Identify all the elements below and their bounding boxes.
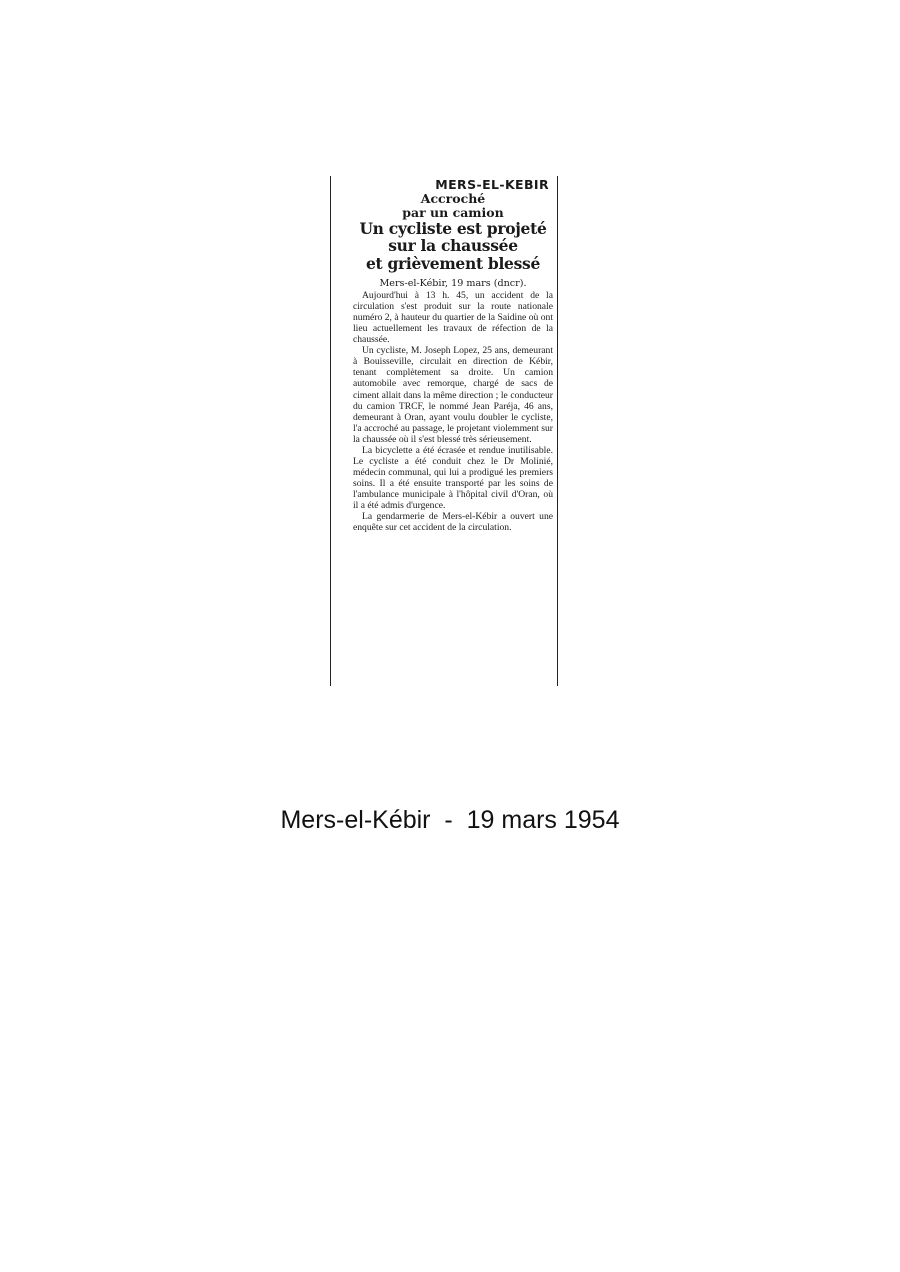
article-paragraph-1: Aujourd'hui à 13 h. 45, un accident de la circulation s'est produit sur la route nationale numéro 2, à hauteur du quartier de la Saidine où ont lieu actuellement les travaux de réfection de la chaussée.: [353, 290, 553, 346]
article-headline-line-4: sur la chaussée: [388, 236, 518, 256]
article-dateline: Mers-el-Kébir, 19 mars (dncr).: [379, 278, 527, 290]
article-paragraph-2: Un cycliste, M. Joseph Lopez, 25 ans, demeurant à Bouisseville, circulait en direction de Kébir, tenant complètement sa droite. Un camion automobile avec remorque, chargé de sacs de ciment allait dans la même direction ; le conducteur du camion TRCF, le nommé Jean Paréja, 46 ans, demeurant à Oran, ayant voulu doubler le cycliste, l'a accroché au passage, le projetant violemment sur la chaussée où il s'est blessé très sérieusement.: [353, 345, 553, 445]
article-headline-line-5: et grièvement blessé: [365, 253, 541, 273]
article-place: MERS-EL-KEBIR: [435, 177, 549, 192]
newspaper-clipping: [330, 176, 558, 686]
article-paragraph-4: La gendarmerie de Mers-el-Kébir a ouvert une enquête sur cet accident de la circulation.: [353, 511, 553, 534]
article-paragraph-3: La bicyclette a été écrasée et rendue inutilisable. Le cycliste a été conduit chez le Dr Molinié, médecin communal, qui lui a prodigué les premiers soins. Il a été ensuite transporté par les soins de l'ambulance municipale à l'hôpital civil d'Oran, où il a été admis d'urgence.: [353, 444, 553, 511]
article-headline-line-1: Accroché: [420, 191, 486, 206]
article-headline-line-2: par un camion: [402, 205, 504, 220]
page-caption: Mers-el-Kébir - 19 mars 1954: [280, 806, 620, 834]
article-body: [353, 290, 553, 533]
article-headline-line-3: Un cycliste est projeté: [359, 219, 547, 238]
